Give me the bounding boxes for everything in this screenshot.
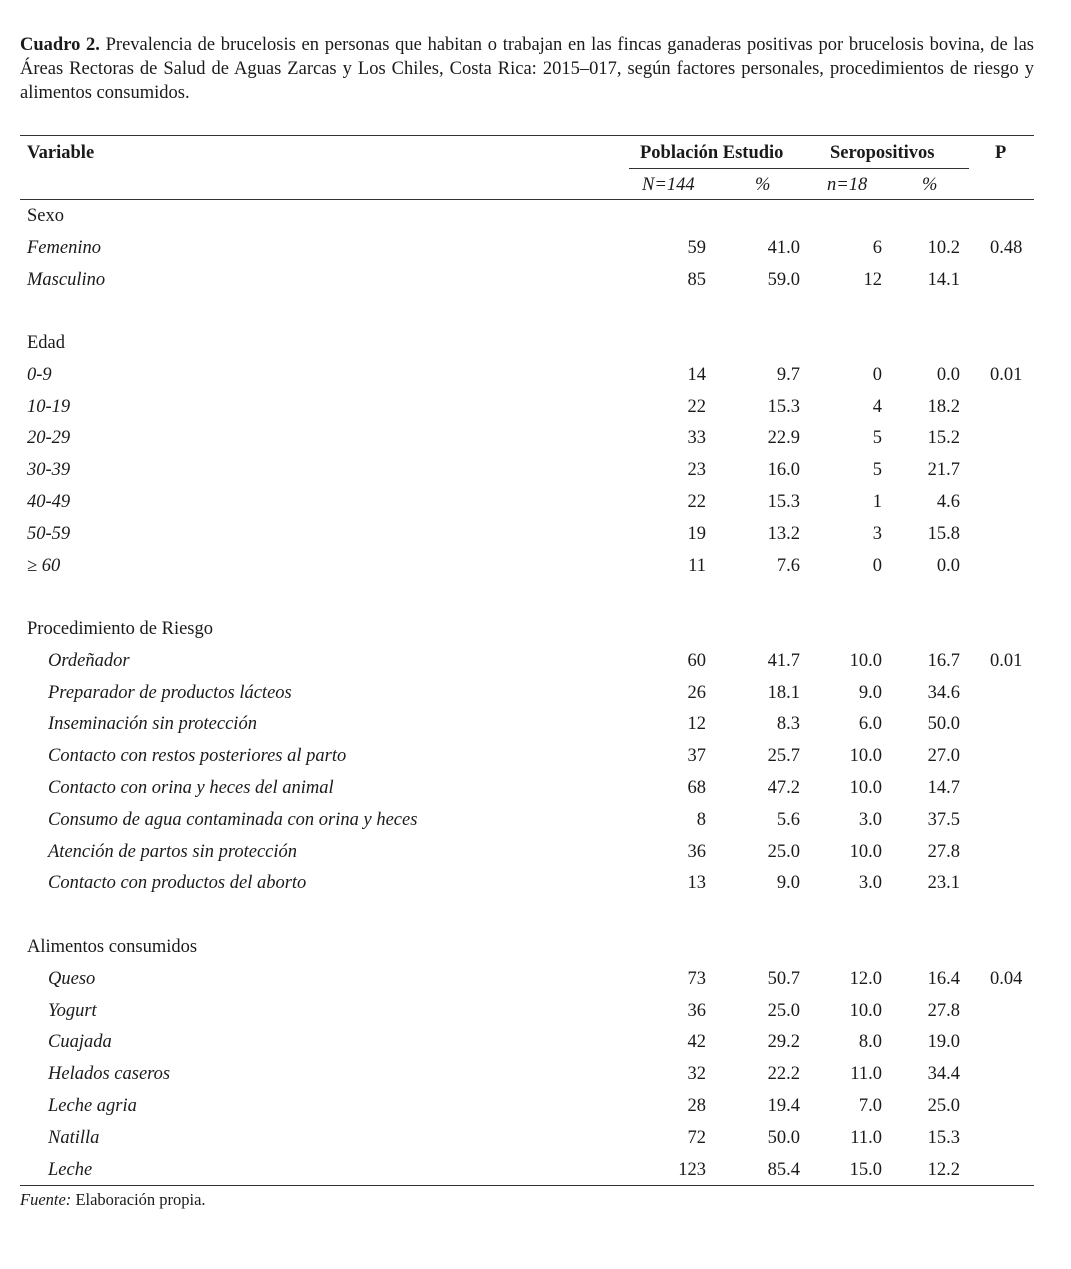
- header-variable: Variable: [27, 143, 95, 163]
- cell-pos-pct: 27.0: [927, 746, 960, 767]
- cell-pct: 22.9: [767, 428, 800, 449]
- cell-pct: 50.0: [767, 1127, 800, 1148]
- header-pct-1: %: [755, 175, 771, 195]
- section-title: Procedimiento de Riesgo: [27, 619, 213, 639]
- cell-pos: 3: [872, 523, 882, 544]
- cell-pos: 5: [872, 428, 882, 449]
- section-title: Alimentos consumidos: [27, 937, 198, 957]
- row-label: Contacto con productos del aborto: [48, 873, 307, 894]
- cell-pos-pct: 27.8: [927, 1000, 960, 1021]
- cell-pct: 15.3: [767, 492, 800, 512]
- cell-n: 37: [687, 746, 706, 767]
- cell-pos: 9.0: [858, 682, 882, 703]
- row-label: Preparador de productos lácteos: [48, 682, 292, 703]
- cell-pos: 8.0: [858, 1032, 882, 1053]
- cell-pos-pct: 14.7: [927, 778, 960, 798]
- header-n-pos: n=18: [827, 175, 868, 195]
- cell-p-value: 0.01: [990, 650, 1023, 671]
- cell-n: 72: [687, 1127, 706, 1148]
- cell-pos-pct: 0.0: [936, 555, 960, 576]
- row-label: Femenino: [27, 237, 101, 258]
- cell-pos: 10.0: [849, 650, 882, 671]
- row-label: Queso: [48, 968, 96, 989]
- cell-pos-pct: 50.0: [927, 714, 960, 735]
- row-label: Natilla: [48, 1127, 100, 1148]
- cell-n: 68: [687, 778, 706, 798]
- cell-pos: 5: [872, 460, 882, 481]
- cell-pos-pct: 18.2: [927, 396, 960, 417]
- cell-n: 59: [687, 237, 706, 258]
- cell-pos: 11.0: [850, 1064, 882, 1085]
- cell-pct: 9.7: [776, 364, 800, 385]
- row-label: Helados caseros: [48, 1064, 171, 1085]
- header-seropositivos: Seropositivos: [830, 143, 935, 163]
- cell-pct: 19.4: [767, 1096, 800, 1116]
- cell-n: 28: [687, 1096, 706, 1116]
- header-bottom-rule: [20, 199, 1034, 200]
- cell-pos-pct: 19.0: [927, 1032, 960, 1053]
- cell-pct: 5.6: [776, 809, 800, 830]
- cell-n: 22: [687, 492, 706, 512]
- cell-n: 32: [687, 1064, 706, 1085]
- cell-pos-pct: 37.5: [927, 809, 960, 830]
- cell-pct: 50.7: [767, 968, 800, 989]
- row-label: 30-39: [27, 460, 71, 481]
- row-label: Contacto con restos posteriores al parto: [48, 746, 347, 767]
- cell-pos: 1: [872, 492, 882, 512]
- cell-pos-pct: 27.8: [927, 841, 960, 862]
- table-footer: [20, 1190, 206, 1210]
- cell-pos: 0: [872, 555, 882, 576]
- cell-p-value: 0.04: [990, 968, 1023, 989]
- header-poblacion: Población Estudio: [640, 143, 784, 163]
- row-label: Leche agria: [48, 1096, 137, 1116]
- cell-n: 8: [696, 809, 706, 830]
- cell-pos: 15.0: [849, 1159, 882, 1180]
- cell-n: 13: [687, 873, 706, 894]
- cell-pct: 41.0: [767, 237, 800, 258]
- cell-n: 42: [687, 1032, 706, 1053]
- cell-n: 33: [687, 428, 706, 449]
- cell-n: 19: [687, 523, 706, 544]
- row-label: Consumo de agua contaminada con orina y heces: [48, 809, 418, 830]
- row-label: Masculino: [27, 269, 106, 290]
- cell-n: 12: [687, 714, 706, 735]
- cell-p-value: 0.48: [990, 237, 1023, 258]
- cell-pos: 6.0: [858, 714, 882, 735]
- cell-pos: 12.0: [849, 968, 882, 989]
- row-label: Cuajada: [48, 1032, 112, 1053]
- header-pct-2: %: [922, 175, 938, 195]
- row-label: 40-49: [27, 492, 71, 512]
- row-label: 50-59: [27, 523, 71, 544]
- cell-n: 11: [688, 555, 706, 576]
- cell-pos: 7.0: [858, 1096, 882, 1116]
- cell-pct: 41.7: [767, 650, 800, 671]
- cell-pos-pct: 16.7: [927, 650, 960, 671]
- section-title: Sexo: [27, 206, 64, 226]
- footer-text: Elaboración propia.: [75, 1190, 206, 1209]
- cell-pct: 25.0: [767, 1000, 800, 1021]
- cell-pos-pct: 23.1: [927, 873, 960, 894]
- cell-pos-pct: 25.0: [927, 1096, 960, 1116]
- row-label: ≥ 60: [27, 555, 61, 576]
- cell-pos-pct: 14.1: [927, 269, 960, 290]
- caption-text: Prevalencia de brucelosis en personas que habitan o trabajan en las fincas ganaderas positivas por brucelosis bovina, de las Áreas Rectoras de Salud de Aguas Zarcas y Los Chiles, Costa Rica: 2015–017, según factores personales, procedimientos de riesgo y alimentos consumidos.: [20, 35, 1034, 103]
- cell-pos-pct: 15.8: [927, 523, 960, 544]
- cell-pos: 4: [872, 396, 882, 417]
- cell-pct: 9.0: [776, 873, 800, 894]
- cell-pos-pct: 15.2: [927, 428, 960, 449]
- cell-p-value: 0.01: [990, 364, 1023, 385]
- row-label: 20-29: [27, 428, 71, 449]
- header-subrule: [629, 168, 969, 169]
- caption-label: Cuadro 2.: [20, 35, 100, 55]
- cell-n: 85: [687, 269, 706, 290]
- row-label: Contacto con orina y heces del animal: [48, 778, 334, 798]
- cell-pos: 10.0: [849, 841, 882, 862]
- row-label: Ordeñador: [48, 650, 130, 671]
- cell-pct: 8.3: [776, 714, 800, 735]
- cell-n: 23: [687, 460, 706, 481]
- cell-n: 73: [687, 968, 706, 989]
- footer-label: Fuente:: [20, 1190, 72, 1209]
- cell-pct: 18.1: [767, 682, 800, 703]
- cell-pos: 11.0: [850, 1127, 882, 1148]
- table-caption: [20, 33, 1034, 105]
- cell-pos-pct: 12.2: [927, 1159, 960, 1180]
- top-rule: [20, 135, 1034, 136]
- cell-pct: 85.4: [767, 1159, 800, 1180]
- cell-pos: 10.0: [849, 778, 882, 798]
- cell-pos-pct: 0.0: [936, 364, 960, 385]
- cell-pos: 3.0: [858, 809, 882, 830]
- cell-pos-pct: 16.4: [927, 968, 960, 989]
- cell-pct: 7.6: [776, 555, 800, 576]
- row-label: Leche: [48, 1159, 93, 1180]
- cell-pct: 22.2: [767, 1064, 800, 1085]
- cell-n: 22: [687, 396, 706, 417]
- row-label: Atención de partos sin protección: [48, 841, 298, 862]
- cell-pct: 25.0: [767, 841, 800, 862]
- cell-pct: 16.0: [767, 460, 800, 481]
- cell-pct: 13.2: [767, 523, 800, 544]
- cell-pos-pct: 10.2: [927, 237, 960, 258]
- cell-n: 60: [687, 650, 706, 671]
- cell-n: 36: [687, 1000, 706, 1021]
- cell-pos-pct: 21.7: [927, 460, 960, 481]
- cell-pos-pct: 34.4: [927, 1064, 960, 1085]
- cell-n: 14: [687, 364, 706, 385]
- cell-pos: 10.0: [849, 746, 882, 767]
- cell-pos-pct: 4.6: [936, 492, 960, 512]
- header-p: P: [995, 143, 1007, 163]
- cell-pos-pct: 34.6: [927, 682, 960, 703]
- header-n-total: N=144: [642, 175, 695, 195]
- row-label: 10-19: [27, 396, 71, 417]
- cell-pct: 59.0: [767, 269, 800, 290]
- row-label: 0-9: [27, 364, 52, 385]
- cell-n: 26: [687, 682, 706, 703]
- cell-pos: 6: [872, 237, 882, 258]
- row-label: Inseminación sin protección: [48, 714, 257, 735]
- cell-pct: 29.2: [767, 1032, 800, 1053]
- cell-pos: 0: [872, 364, 882, 385]
- cell-pct: 47.2: [767, 778, 800, 798]
- cell-pos-pct: 15.3: [927, 1127, 960, 1148]
- cell-pos: 10.0: [849, 1000, 882, 1021]
- section-title: Edad: [27, 333, 66, 353]
- cell-pct: 25.7: [767, 746, 800, 767]
- row-label: Yogurt: [48, 1000, 97, 1021]
- bottom-rule: [20, 1185, 1034, 1186]
- cell-n: 36: [687, 841, 706, 862]
- cell-n: 123: [678, 1159, 706, 1180]
- cell-pos: 12: [863, 269, 882, 290]
- cell-pct: 15.3: [767, 396, 800, 417]
- cell-pos: 3.0: [858, 873, 882, 894]
